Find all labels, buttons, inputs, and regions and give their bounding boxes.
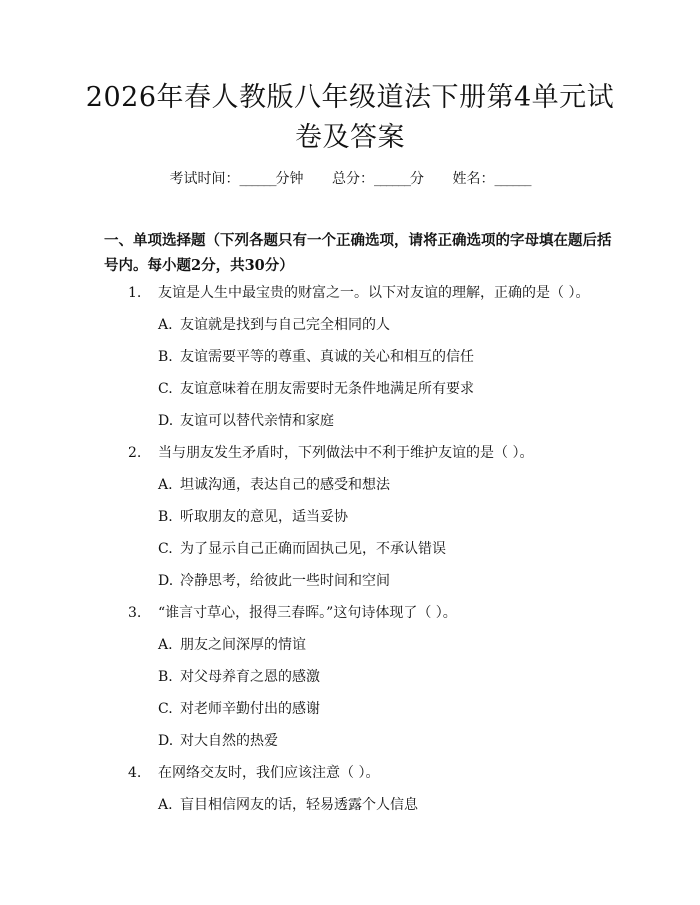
option-letter: A.	[158, 317, 173, 333]
option-text: 为了显示自己正确而固执己见，不承认错误	[180, 541, 446, 557]
question-text: 在网络交友时，我们应该注意（ ）。	[158, 765, 380, 781]
exam-title	[60, 78, 640, 158]
option-letter: C.	[158, 381, 173, 397]
option-2a	[158, 474, 390, 494]
question-number: 1.	[128, 285, 142, 301]
score-label: 总分：	[332, 171, 374, 187]
option-text: 盲目相信网友的话，轻易透露个人信息	[180, 797, 418, 813]
option-text: 对老师辛勤付出的感谢	[180, 701, 320, 717]
question-text: 友谊是人生中最宝贵的财富之一。以下对友谊的理解，正确的是（ ）。	[158, 285, 590, 301]
title-line-1: 2026年春人教版八年级道法下册第4单元试	[85, 82, 615, 113]
option-4a	[158, 794, 418, 814]
option-text: 友谊就是找到与自己完全相同的人	[180, 317, 390, 333]
option-letter: A.	[158, 637, 173, 653]
time-blank: ______	[239, 171, 276, 187]
section-heading-line-2: 号内。每小题2分，共30分）	[104, 257, 294, 274]
option-1b	[158, 346, 474, 366]
question-2	[128, 442, 533, 462]
option-letter: D.	[158, 733, 174, 749]
question-number: 4.	[128, 765, 142, 781]
option-text: 坦诚沟通，表达自己的感受和想法	[180, 477, 390, 493]
option-text: 对父母养育之恩的感激	[180, 669, 320, 685]
option-text: 冷静思考，给彼此一些时间和空间	[180, 573, 390, 589]
option-2b	[158, 506, 348, 526]
name-field	[452, 171, 530, 187]
option-letter: B.	[158, 349, 173, 365]
time-label: 考试时间：	[169, 171, 240, 187]
option-letter: C.	[158, 541, 173, 557]
option-letter: A.	[158, 797, 173, 813]
score-unit: 分	[410, 171, 424, 187]
question-text: “谁言寸草心，报得三春晖。”这句诗体现了（ ）。	[158, 605, 457, 621]
option-letter: B.	[158, 509, 173, 525]
exam-info-line	[0, 168, 700, 188]
name-label: 姓名：	[452, 171, 495, 187]
option-letter: D.	[158, 573, 174, 589]
score-field	[332, 171, 424, 187]
option-1a	[158, 314, 390, 334]
option-text: 对大自然的热爱	[180, 733, 278, 749]
option-3a	[158, 634, 306, 654]
question-text: 当与朋友发生矛盾时，下列做法中不利于维护友谊的是（ ）。	[158, 445, 534, 461]
section-heading-line-1: 一、单项选择题（下列各题只有一个正确选项，请将正确选项的字母填在题后括	[104, 232, 612, 249]
time-unit: 分钟	[275, 171, 304, 187]
option-letter: B.	[158, 669, 173, 685]
option-1c	[158, 378, 474, 398]
option-text: 朋友之间深厚的情谊	[180, 637, 306, 653]
option-3b	[158, 666, 320, 686]
time-field	[170, 171, 304, 187]
question-number: 3.	[128, 605, 142, 621]
question-1	[128, 282, 589, 302]
question-4	[128, 762, 379, 782]
option-letter: D.	[158, 413, 174, 429]
score-blank: ______	[374, 171, 410, 187]
section-heading-choice	[104, 228, 614, 278]
option-text: 听取朋友的意见，适当妥协	[180, 509, 348, 525]
option-1d	[158, 410, 334, 430]
option-text: 友谊可以替代亲情和家庭	[180, 413, 334, 429]
option-letter: C.	[158, 701, 173, 717]
option-letter: A.	[158, 477, 173, 493]
option-text: 友谊意味着在朋友需要时无条件地满足所有要求	[180, 381, 474, 397]
option-2c	[158, 538, 446, 558]
title-line-2: 卷及答案	[295, 122, 405, 153]
option-3c	[158, 698, 320, 718]
option-text: 友谊需要平等的尊重、真诚的关心和相互的信任	[180, 349, 474, 365]
option-3d	[158, 730, 278, 750]
question-number: 2.	[128, 445, 142, 461]
question-3	[128, 602, 457, 622]
option-2d	[158, 570, 390, 590]
name-blank: ______	[494, 171, 531, 187]
